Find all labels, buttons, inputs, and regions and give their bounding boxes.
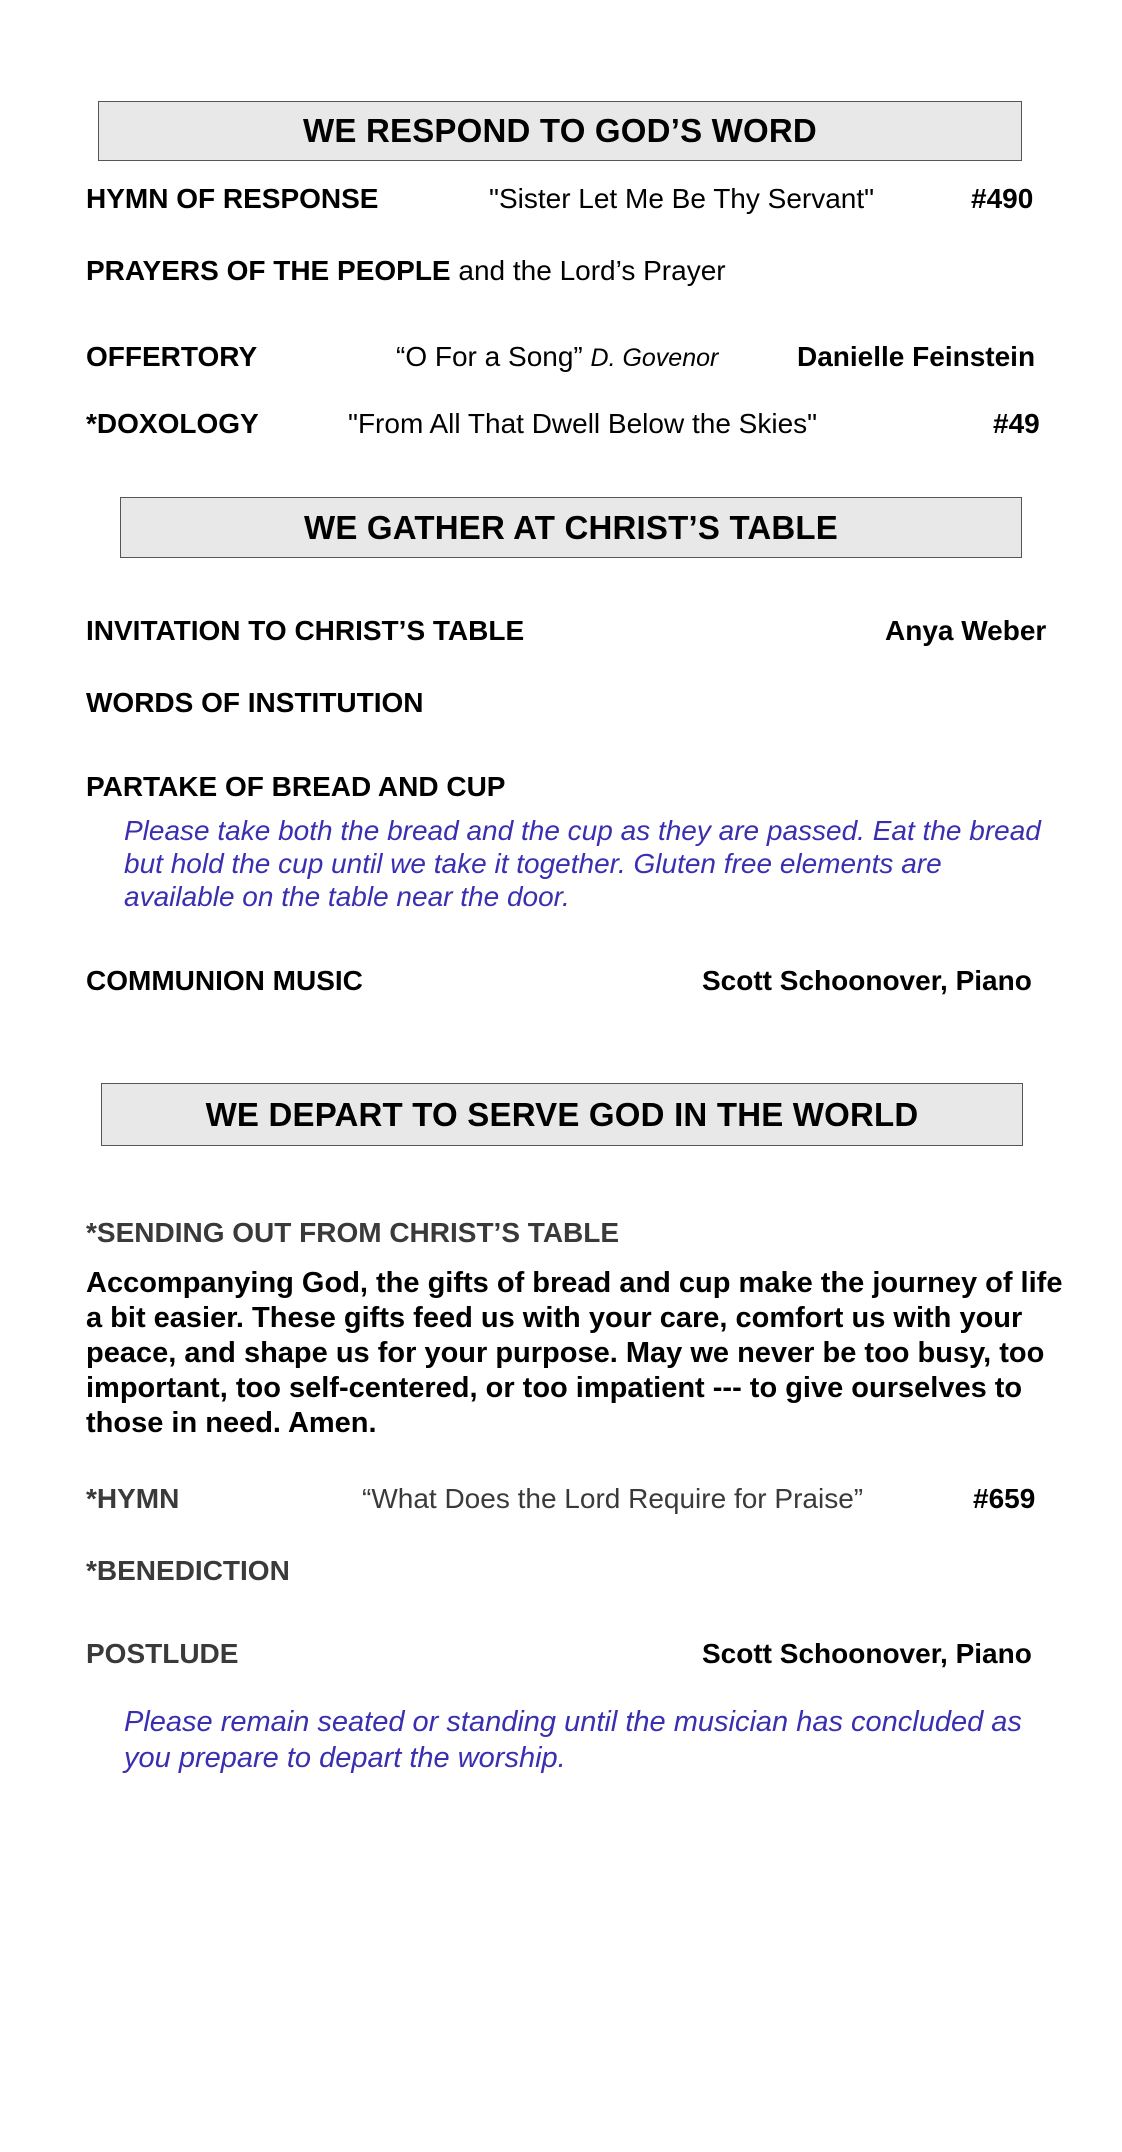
hymn-label: *HYMN — [86, 1483, 180, 1514]
offertory-label: OFFERTORY — [86, 341, 258, 372]
postlude-performer: Scott Schoonover, Piano — [702, 1638, 1032, 1669]
section-title: WE DEPART TO SERVE GOD IN THE WORLD — [205, 1095, 919, 1133]
section-header-respond — [98, 101, 1022, 161]
hymn-number: #659 — [973, 1483, 1036, 1514]
partake-label: PARTAKE OF BREAD AND CUP — [86, 771, 506, 802]
prayers-label: PRAYERS OF THE PEOPLE — [86, 255, 451, 286]
words-of-institution-label: WORDS OF INSTITUTION — [86, 687, 424, 718]
offertory-piece — [396, 340, 718, 375]
sending-out-label: *SENDING OUT FROM CHRIST’S TABLE — [86, 1217, 620, 1248]
section-title: WE RESPOND TO GOD’S WORD — [303, 112, 817, 149]
offertory-performer: Danielle Feinstein — [797, 341, 1036, 372]
prayers-rest: and the Lord’s Prayer — [450, 255, 726, 286]
section-title: WE GATHER AT CHRIST’S TABLE — [304, 508, 838, 546]
doxology-title: "From All That Dwell Below the Skies" — [348, 408, 818, 439]
partake-note: Please take both the bread and the cup as they are passed. Eat the bread but hold the cup until we take it together. Gluten free elements are available on the table near the door. — [124, 815, 1041, 912]
doxology-label: *DOXOLOGY — [86, 408, 259, 439]
closing-note: Please remain seated or standing until the musician has concluded as you prepare to depart the worship. — [124, 1706, 1022, 1774]
hymn-title: “What Does the Lord Require for Praise” — [362, 1483, 864, 1514]
offertory-title: “O For a Song” — [396, 341, 583, 372]
communion-music-label: COMMUNION MUSIC — [86, 965, 363, 996]
hymn-of-response-label: HYMN OF RESPONSE — [86, 183, 379, 214]
section-header-depart — [101, 1083, 1023, 1146]
communion-music-performer: Scott Schoonover, Piano — [702, 965, 1032, 996]
postlude-label: POSTLUDE — [86, 1638, 239, 1669]
doxology-number: #49 — [993, 408, 1040, 439]
benediction-label: *BENEDICTION — [86, 1555, 290, 1586]
hymn-of-response-title: "Sister Let Me Be Thy Servant" — [489, 183, 875, 214]
offertory-composer: D. Govenor — [590, 344, 719, 372]
section-header-gather — [120, 497, 1022, 558]
hymn-of-response-number: #490 — [971, 183, 1034, 214]
invitation-label: INVITATION TO CHRIST’S TABLE — [86, 615, 525, 646]
sending-out-prayer: Accompanying God, the gifts of bread and cup make the journey of life a bit easier. These gifts feed us with your care, comfort us with your peace, and shape us for your purpose. May we never be too busy, too important, too self-centered, or too impatient --- to give ourselves to those in need. Amen. — [86, 1267, 1063, 1439]
invitation-leader: Anya Weber — [885, 615, 1047, 646]
prayers-of-the-people — [86, 254, 726, 288]
